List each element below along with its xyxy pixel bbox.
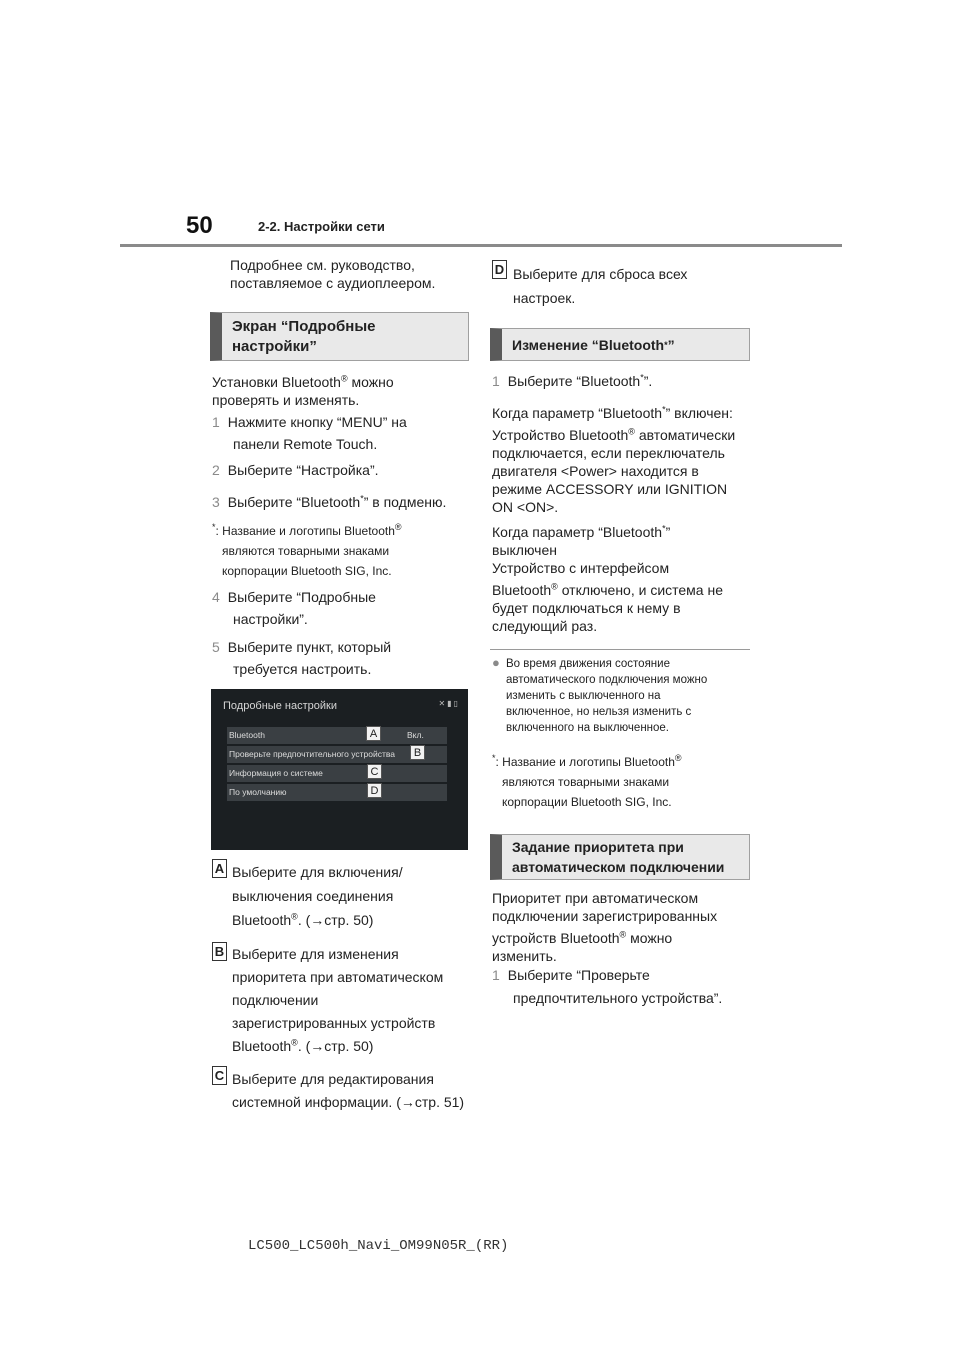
bluetooth-off-text: Когда параметр “Bluetooth*” выключен Устройство с интерфейсом Bluetooth® отключено, и система не будет подключаться к нему в следующий раз.: [492, 523, 724, 634]
description-d: Выберите для сброса всех настроек.: [513, 266, 688, 306]
details-screen-image: [211, 689, 468, 850]
right-step-priority: 1 Выберите “Проверьте предпочтительного устройства”.: [492, 967, 723, 1006]
screen-label-a: A: [366, 726, 381, 741]
footer-doc-id: LC500_LC500h_Navi_OM99N05R_(RR): [248, 1238, 509, 1254]
note-separator: [490, 649, 750, 650]
step-1: 1 Нажмите кнопку “MENU” на панели Remote Touch.: [212, 414, 407, 452]
screen-label-c: C: [367, 764, 382, 779]
step-3: 3 Выберите “Bluetooth*” в подменю.: [212, 493, 447, 510]
page-number: 50: [186, 212, 213, 239]
section-title: 2-2. Настройки сети: [258, 219, 385, 234]
label-c: C: [212, 1066, 227, 1085]
step-2: 2 Выберите “Настройка”.: [212, 462, 379, 478]
heading-auto-connect-priority: Задание приоритета при автоматическом подключении: [490, 834, 750, 880]
footnote-right: *: Название и логотипы Bluetooth® являются товарными знаками корпорации Bluetooth SIG, Inc.: [492, 753, 682, 809]
heading-change-bluetooth: Изменение “Bluetooth * ”: [490, 328, 750, 361]
screen-row-bluetooth[interactable]: Bluetooth Вкл.: [227, 727, 447, 744]
priority-body-text: Приоритет при автоматическом подключении зарегистрированных устройств Bluetooth® можно изменить.: [492, 890, 718, 964]
bluetooth-on-text: Когда параметр “Bluetooth*” включен: Устройство Bluetooth® автоматически подключается, если переключатель двигателя <Power> находится в режиме ACCESSORY или IGNITION ON <ON>.: [492, 404, 736, 515]
screen-label-d: D: [367, 783, 382, 798]
screen-row-preferred-device[interactable]: Проверьте предпочтительного устройства: [227, 746, 447, 763]
right-step-1: 1 Выберите “Bluetooth*”.: [492, 372, 653, 389]
label-b: B: [212, 942, 227, 961]
body-text: Установки Bluetooth® можно проверять и изменять.: [212, 373, 394, 408]
label-d: D: [492, 260, 507, 279]
step-4: 4 Выберите “Подробные настройки”.: [212, 589, 376, 627]
screen-label-b: B: [410, 745, 425, 760]
intro-text: Подробнее см. руководство, поставляемое с аудиоплеером.: [230, 257, 436, 291]
screen-row-system-info[interactable]: Информация о системе: [227, 765, 447, 782]
screen-row-default[interactable]: По умолчанию: [227, 784, 447, 801]
heading-details-screen: Экран “Подробные настройки”: [210, 312, 469, 361]
step-5: 5 Выберите пункт, который требуется настроить.: [212, 639, 392, 677]
screen-title: Подробные настройки: [223, 700, 337, 712]
footnote-left: *: Название и логотипы Bluetooth® являются товарными знаками корпорации Bluetooth SIG, Inc.: [212, 522, 402, 578]
header-rule: [120, 244, 842, 247]
description-c: Выберите для редактирования системной информации. (→стр. 51): [232, 1071, 465, 1110]
description-a: Выберите для включения/ выключения соединения Bluetooth®. (→стр. 50): [232, 864, 403, 928]
bullet-dot-icon: ●: [492, 655, 500, 670]
note-bullet: [492, 654, 500, 672]
status-icons: ✕▮▯: [438, 699, 460, 708]
description-b: Выберите для изменения приоритета при автоматическом подключении зарегистрированных устройств Bluetooth®. (→стр. 50): [232, 946, 444, 1054]
note-text: Во время движения состояние автоматического подключения можно изменить с выключенного на включенное, но нельзя изменить с включенного на выключенное.: [506, 658, 708, 734]
label-a: A: [212, 859, 227, 878]
